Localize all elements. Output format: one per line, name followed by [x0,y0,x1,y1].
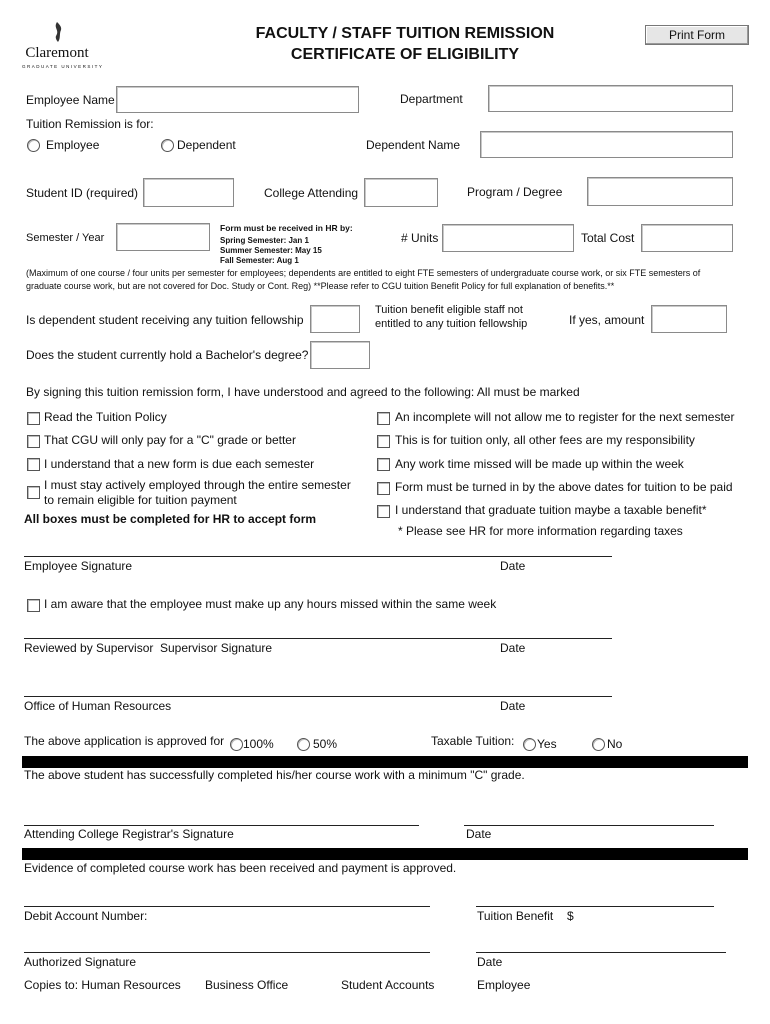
employee-date-label: Date [500,559,526,573]
employee-name-input[interactable] [116,86,359,113]
radio-taxable-no[interactable] [592,738,605,751]
work-time-label: Any work time missed will be made up within the week [395,457,684,471]
checkbox-taxable-benefit[interactable] [377,505,390,518]
taxable-yes-label: Yes [537,737,557,751]
college-attending-input[interactable] [364,178,438,207]
print-form-button[interactable]: Print Form [645,25,749,45]
college-attending-label: College Attending [264,186,359,200]
student-id-input[interactable] [143,178,234,207]
checkbox-incomplete[interactable] [377,412,390,425]
label-100-percent: 100% [243,737,274,751]
employee-radio-label: Employee [46,138,100,152]
approved-for-label: The above application is approved for [24,734,225,748]
deadline-summer: Summer Semester: May 15 [220,246,322,255]
incomplete-label: An incomplete will not allow me to register for the next semester [395,410,735,424]
form-title-line1: FACULTY / STAFF TUITION REMISSION [255,25,555,42]
total-cost-input[interactable] [641,224,733,252]
copies-to-hr: Copies to: Human Resources [24,978,181,992]
supervisor-date-label: Date [500,641,526,655]
checkbox-turned-in[interactable] [377,482,390,495]
new-form-label: I understand that a new form is due each semester [44,457,315,471]
employee-name-label: Employee Name [26,93,115,107]
dependent-radio[interactable] [161,139,174,152]
registrar-date-line[interactable] [464,825,714,826]
department-input[interactable] [488,85,733,112]
checkbox-stay-employed[interactable] [27,486,40,499]
logo-text: Claremont [25,45,89,61]
checkbox-read-policy[interactable] [27,412,40,425]
radio-50-percent[interactable] [297,738,310,751]
section-divider-registrar [22,756,748,768]
checkbox-new-form[interactable] [27,458,40,471]
tax-note: * Please see HR for more information regarding taxes [398,524,683,538]
form-title-line2: CERTIFICATE OF ELIGIBILITY [290,46,520,63]
authorized-date-line[interactable] [476,952,726,953]
eligible-staff-note-line2: entitled to any tuition fellowship [375,318,528,330]
registrar-signature-line[interactable] [24,825,419,826]
c-grade-label: That CGU will only pay for a "C" grade or better [44,433,296,447]
hr-signature-line[interactable] [24,696,612,697]
copies-business-office: Business Office [205,978,289,992]
if-yes-amount-label: If yes, amount [569,313,645,327]
checkbox-tuition-only[interactable] [377,435,390,448]
registrar-date-label: Date [466,827,492,841]
supervisor-signature-line[interactable] [24,638,612,639]
label-50-percent: 50% [313,737,338,751]
debit-account-line[interactable] [24,906,430,907]
authorized-signature-label: Authorized Signature [24,955,137,969]
dependent-name-label: Dependent Name [366,138,461,152]
evidence-statement: Evidence of completed course work has been received and payment is approved. [24,861,457,875]
tuition-benefit-label: Tuition Benefit [477,909,554,923]
taxable-tuition-label: Taxable Tuition: [431,734,515,748]
fellowship-question: Is dependent student receiving any tuition fellowship [26,313,304,327]
hr-date-label: Date [500,699,526,713]
stay-employed-label: I must stay actively employed through the entire semester [44,478,351,492]
deadline-spring: Spring Semester: Jan 1 [220,236,309,245]
read-policy-label: Read the Tuition Policy [44,410,167,424]
dependent-radio-label: Dependent [177,138,236,152]
completed-statement: The above student has successfully completed his/her course work with a minimum "C" grade. [24,768,525,782]
units-label: # Units [401,231,439,245]
semester-year-label: Semester / Year [26,232,105,244]
stay-employed-label-cont: to remain eligible for tuition payment [44,493,237,507]
taxable-no-label: No [607,737,623,751]
registrar-signature-label: Attending College Registrar's Signature [24,827,234,841]
tuition-benefit-line[interactable] [476,906,714,907]
employee-signature-label: Employee Signature [24,559,133,573]
supervisor-signature-label: Supervisor Signature [160,641,273,655]
semester-year-input[interactable] [116,223,210,251]
student-id-label: Student ID (required) [26,186,139,200]
fellowship-input[interactable] [310,305,360,333]
max-notice-line1: (Maximum of one course / four units per semester for employees; dependents are entitled to eight FTE semesters of undergraduate course work, or six FTE semesters of [26,268,701,278]
debit-account-label: Debit Account Number: [24,909,148,923]
checkbox-c-grade[interactable] [27,435,40,448]
program-degree-input[interactable] [587,177,733,206]
copies-employee: Employee [477,978,531,992]
authorized-signature-line[interactable] [24,952,430,953]
total-cost-label: Total Cost [581,231,635,245]
fellowship-amount-input[interactable] [651,305,727,333]
taxable-benefit-label: I understand that graduate tuition maybe a taxable benefit* [395,503,707,517]
section-divider-payment [22,848,748,860]
employee-radio[interactable] [27,139,40,152]
tuition-only-label: This is for tuition only, all other fees are my responsibility [395,433,695,447]
checkbox-supervisor-aware[interactable] [27,599,40,612]
deadline-title: Form must be received in HR by: [220,223,353,233]
employee-signature-line[interactable] [24,556,612,557]
logo-subtext: GRADUATE UNIVERSITY [22,64,104,69]
deadline-fall: Fall Semester: Aug 1 [220,256,299,265]
reviewed-by-label: Reviewed by Supervisor [24,641,154,655]
supervisor-aware-label: I am aware that the employee must make up any hours missed within the same week [44,597,497,611]
units-input[interactable] [442,224,574,252]
checkbox-work-time[interactable] [377,458,390,471]
program-degree-label: Program / Degree [467,185,563,199]
radio-taxable-yes[interactable] [523,738,536,751]
max-notice-line2: graduate course work, but are not covered for Doc. Study or Cont. Reg) **Please refer to CGU tuition Benefit Policy for full explanation of benefits.** [26,281,615,291]
flame-icon [22,20,92,44]
university-logo [22,20,104,72]
eligible-staff-note-line1: Tuition benefit eligible staff not [375,304,523,316]
all-boxes-notice: All boxes must be completed for HR to accept form [24,512,317,526]
office-hr-label: Office of Human Resources [24,699,172,713]
tuition-for-label: Tuition Remission is for: [26,117,154,131]
bachelors-input[interactable] [310,341,370,369]
dependent-name-input[interactable] [480,131,733,158]
turned-in-label: Form must be turned in by the above dates for tuition to be paid [395,480,733,494]
dollar-sign: $ [567,909,574,923]
radio-100-percent[interactable] [230,738,243,751]
authorized-date-label: Date [477,955,503,969]
copies-student-accounts: Student Accounts [341,978,435,992]
department-label: Department [400,92,463,106]
bachelors-question: Does the student currently hold a Bachelor's degree? [26,348,309,362]
agreement-intro: By signing this tuition remission form, I have understood and agreed to the following: All must be marked [26,385,580,399]
